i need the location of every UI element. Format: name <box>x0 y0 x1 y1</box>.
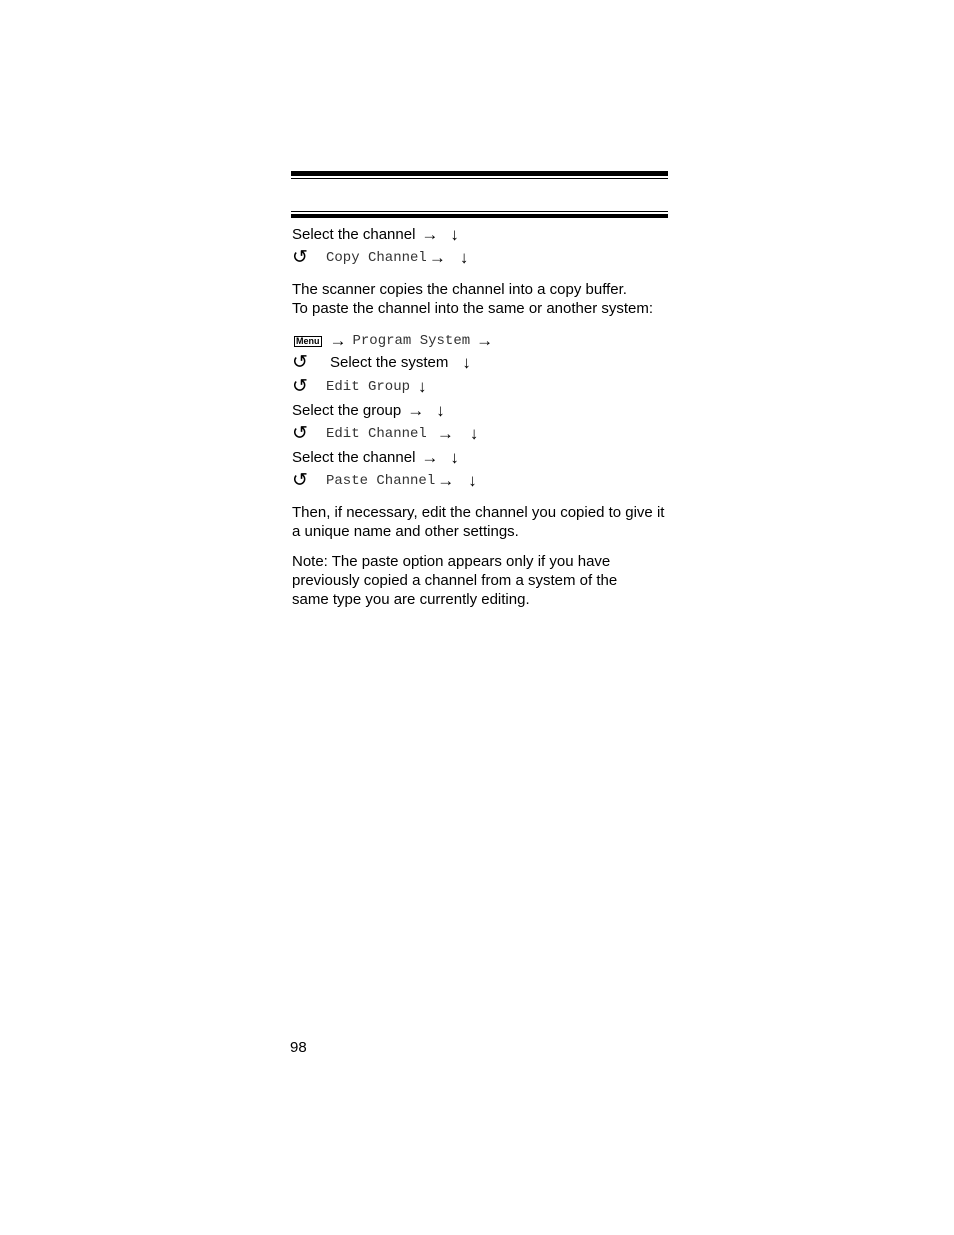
arrow-down-icon: ↓ <box>459 248 469 267</box>
top-rule-thick <box>291 171 668 176</box>
section-rule-thick <box>291 214 668 218</box>
step-select-channel-1 <box>292 226 459 244</box>
arrow-down-icon: ↓ <box>462 353 471 372</box>
page-number: 98 <box>290 1039 307 1056</box>
arrow-right-icon: → <box>436 424 454 443</box>
arrow-right-icon: → <box>476 331 494 350</box>
rotate-knob-icon: ↺ <box>292 376 308 397</box>
copy-buffer-note: The scanner copies the channel into a copy buffer. <box>292 281 627 298</box>
menu-key-icon: Menu <box>296 335 320 346</box>
step-edit-channel <box>292 425 478 443</box>
step-text: Select the channel <box>292 226 416 243</box>
arrow-right-icon: → <box>407 401 425 420</box>
rotate-knob-icon: ↺ <box>292 247 308 268</box>
step-select-channel-2 <box>292 449 459 467</box>
arrow-right-icon: → <box>428 248 446 267</box>
arrow-down-icon: ↓ <box>436 401 445 420</box>
note-paragraph: Note: The paste option appears only if you have previously copied a channel from a system of the same type you are currently editing. <box>292 553 618 608</box>
step-menu-program-system <box>292 332 493 350</box>
step-copy-channel <box>292 249 468 267</box>
menu-option-paste-channel: Paste Channel <box>326 473 436 489</box>
menu-option-copy-channel: Copy Channel <box>326 250 427 266</box>
arrow-right-icon: → <box>329 331 347 350</box>
arrow-down-icon: ↓ <box>450 225 459 244</box>
rotate-knob-icon: ↺ <box>292 352 308 373</box>
rotate-knob-icon: ↺ <box>292 423 308 444</box>
step-edit-group <box>292 378 427 396</box>
step-paste-channel <box>292 472 477 490</box>
menu-option-edit-group: Edit Group <box>326 379 411 395</box>
step-select-group <box>292 402 445 420</box>
step-select-system <box>292 354 471 372</box>
section-rule-thin <box>291 211 668 212</box>
step-text: Select the group <box>292 402 402 419</box>
arrow-down-icon: ↓ <box>450 448 459 467</box>
arrow-right-icon: → <box>437 471 455 490</box>
step-text: Select the channel <box>292 449 416 466</box>
paste-intro: To paste the channel into the same or another system: <box>292 300 654 317</box>
then-edit-paragraph: Then, if necessary, edit the channel you copied to give it a unique name and other settings. <box>292 504 665 540</box>
menu-option-program-system: Program System <box>352 333 471 349</box>
arrow-down-icon: ↓ <box>468 471 477 490</box>
step-text: Select the system <box>330 354 449 371</box>
arrow-right-icon: → <box>421 448 439 467</box>
menu-option-edit-channel: Edit Channel <box>326 426 427 442</box>
arrow-right-icon: → <box>421 225 439 244</box>
arrow-down-icon: ↓ <box>418 377 427 396</box>
arrow-down-icon: ↓ <box>469 424 479 443</box>
top-rule-thin <box>291 178 668 179</box>
rotate-knob-icon: ↺ <box>292 470 308 491</box>
